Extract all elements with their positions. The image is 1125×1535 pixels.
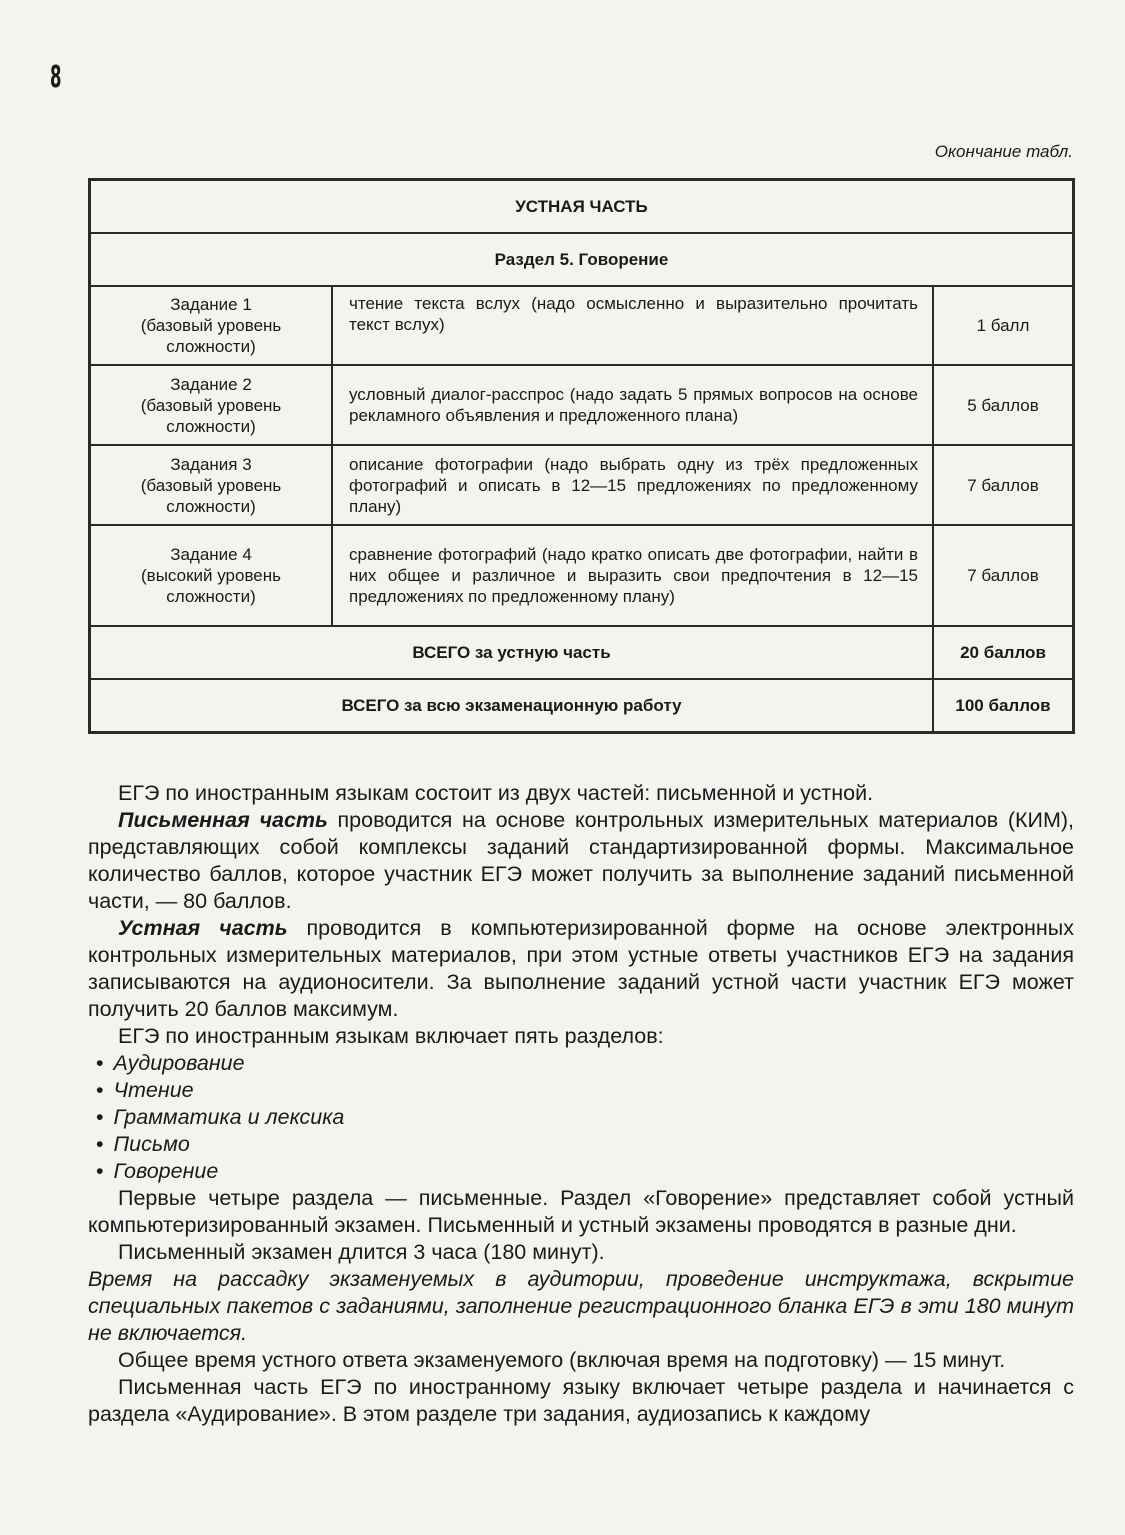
body-text <box>88 780 1074 1428</box>
description-cell: чтение текста вслух (надо осмысленно и выразительно прочитать текст вслух) <box>332 286 933 365</box>
description-cell: условный диалог-расспрос (надо задать 5 прямых вопросов на основе рекламного объявления и предложенного плана) <box>332 365 933 445</box>
description-cell: описание фотографии (надо выбрать одну из трёх предложенных фотографий и описать в 12—15 предложениях по предложенному плану) <box>332 445 933 525</box>
score-cell: 7 баллов <box>933 525 1074 626</box>
list-item: • Говорение <box>96 1158 1074 1185</box>
table-row <box>90 286 1074 365</box>
table-row <box>90 365 1074 445</box>
total-oral-score: 20 баллов <box>933 626 1074 679</box>
task-cell: Задание 2 (базовый уровень сложности) <box>90 365 333 445</box>
task-cell: Задание 1 (базовый уровень сложности) <box>90 286 333 365</box>
list-item: • Чтение <box>96 1077 1074 1104</box>
paragraph: Время на рассадку экзаменуемых в аудитории, проведение инструктажа, вскрытие специальных пакетов с заданиями, заполнение регистрационного бланка ЕГЭ в эти 180 минут не включается. <box>88 1267 1074 1345</box>
task-cell: Задания 3 (базовый уровень сложности) <box>90 445 333 525</box>
paragraph: ЕГЭ по иностранным языкам включает пять разделов: <box>118 1024 664 1048</box>
paragraph: ЕГЭ по иностранным языкам состоит из двух частей: письменной и устной. <box>118 781 874 805</box>
exam-structure-table <box>88 178 1075 734</box>
paragraph: Общее время устного ответа экзаменуемого (включая время на подготовку) — 15 минут. <box>118 1348 1006 1372</box>
score-cell: 5 баллов <box>933 365 1074 445</box>
list-item: • Аудирование <box>96 1050 1074 1077</box>
table-row <box>90 525 1074 626</box>
total-exam-score: 100 баллов <box>933 679 1074 733</box>
paragraph: Письменная часть проводится на основе контрольных измерительных материалов (КИМ), представляющих собой комплексы заданий стандартизированной формы. Максимальное количество баллов, которое участник ЕГЭ может получить за выполнение заданий письменной части, — 80 баллов. <box>88 808 1075 913</box>
task-cell: Задание 4 (высокий уровень сложности) <box>90 525 333 626</box>
total-exam-label: ВСЕГО за всю экзаменационную работу <box>90 679 934 733</box>
list-item: • Грамматика и лексика <box>96 1104 1074 1131</box>
total-oral-label: ВСЕГО за устную часть <box>90 626 934 679</box>
paragraph: Письменный экзамен длится 3 часа (180 минут). <box>118 1240 605 1264</box>
description-cell: сравнение фотографий (надо кратко описать две фотографии, найти в них общее и различное и выразить свои предпочтения в 12—15 предложениях по предложенному плану) <box>332 525 933 626</box>
table-row <box>90 445 1074 525</box>
section-title: Раздел 5. Говорение <box>90 233 1074 286</box>
table-caption: Окончание табл. <box>934 142 1073 161</box>
score-cell: 7 баллов <box>933 445 1074 525</box>
paragraph: Устная часть проводится в компьютеризированной форме на основе электронных контрольных измерительных материалов, при этом устные ответы участников ЕГЭ на задания записываются на аудионосители. За выполнение заданий устной части участник ЕГЭ может получить 20 баллов максимум. <box>88 916 1074 1021</box>
list-item: • Письмо <box>96 1131 1074 1158</box>
paragraph: Первые четыре раздела — письменные. Раздел «Говорение» представляет собой устный компьютеризированный экзамен. Письменный и устный экзамены проводятся в разные дни. <box>88 1186 1074 1237</box>
page-number: 8 <box>50 60 62 95</box>
sections-list <box>88 1050 1074 1185</box>
part-title: УСТНАЯ ЧАСТЬ <box>90 180 1074 234</box>
paragraph: Письменная часть ЕГЭ по иностранному языку включает четыре раздела и начинается с раздела «Аудирование». В этом разделе три задания, аудиозапись к каждому <box>88 1375 1074 1426</box>
score-cell: 1 балл <box>933 286 1074 365</box>
